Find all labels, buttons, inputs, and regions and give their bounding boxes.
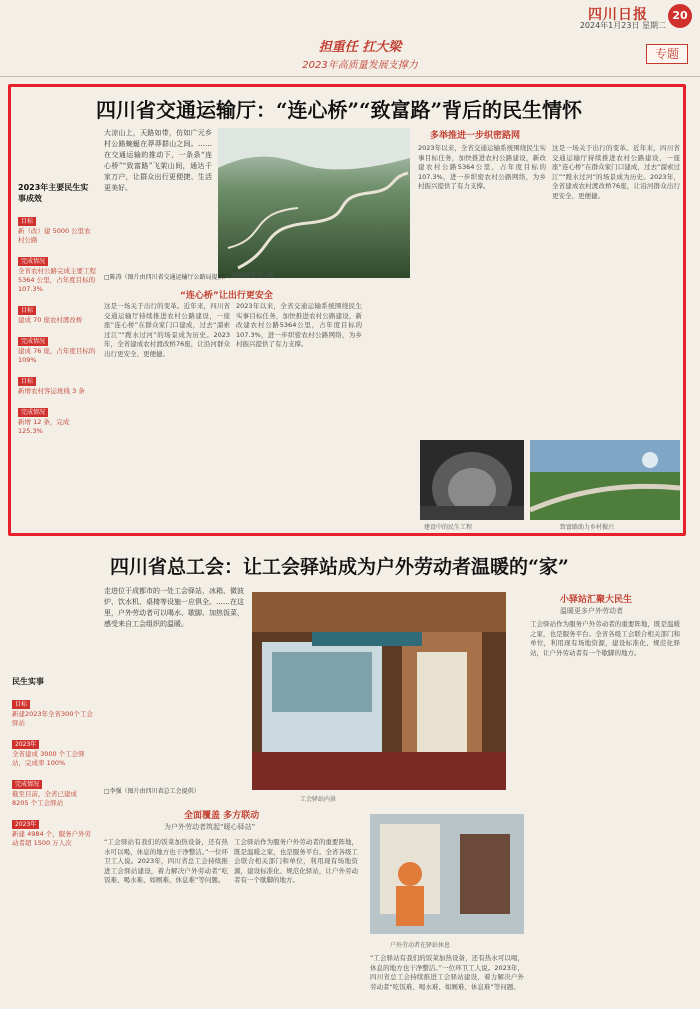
article2-body-1: “工会驿站有我们的饭菜加热设备，还有热水可以喝，休息的地方也干净整洁。”一位环卫工人说。2023年，四川省总工会持续推进工会驿站建设，着力解决户外劳动者“吃饭难、喝水难、如厕难、休息难”等问题。 <box>104 838 228 884</box>
tunnel-photo <box>420 440 524 520</box>
article2-body-3: “工会驿站有我们的饭菜加热设备，还有热水可以喝，休息的地方也干净整洁。”一位环卫工人说。2023年，四川省总工会持续推进工会驿站建设，着力解决户外劳动者“吃饭难、喝水难、如厕难、休息难”等问题。 <box>370 954 524 991</box>
section-tag: 专题 <box>646 44 688 64</box>
photo-caption: 户外劳动者在驿站休息 <box>390 942 451 949</box>
sidebar-item: 目标 建成 70 座农村渡改桥 <box>18 307 83 324</box>
article1-source: □陈涛（图片由四川省交通运输厅公路局提供） <box>104 274 230 281</box>
article2-subheading-1: 小驿站汇聚大民生 <box>560 595 633 605</box>
page-number-badge: 20 <box>668 4 692 28</box>
article2-sidebar <box>12 676 94 896</box>
article2-body-right: 工会驿站作为服务户外劳动者的重要阵地，既是温暖之家，也是服务平台。全省各级工会联合相关部门和单位，利用现有场地资源，建设标准化、规范化驿站，让户外劳动者有一个歇脚的地方。 <box>530 620 680 657</box>
article2-body-2: 工会驿站作为服务户外劳动者的重要阵地，既是温暖之家，也是服务平台。全省各级工会联合相关部门和单位，利用现有场地资源，建设标准化、规范化驿站，让户外劳动者有一个歇脚的地方。 <box>234 838 358 884</box>
photo-caption: 工会驿站内景 <box>300 796 337 803</box>
article2-sidebar-title: 民生实事 <box>12 677 44 686</box>
article2-subheading-2b: 为户外劳动者筑起“暖心驿站” <box>164 823 256 831</box>
article1-body-2: 2023年以来，全省交通运输系统围绕民生实事目标任务，加快推进农村公路建设，新改建农村公路5364公里，占年度目标的107.3%，进一步织密农村公路网络，为乡村振兴提供了有力支撑。 <box>236 302 362 348</box>
sidebar-item: 完成情况 建成 76 座，占年度目标的 109% <box>18 338 96 364</box>
photo-caption: 建设中的民生工程 <box>424 524 473 531</box>
article1-body-1: 这是一场关于出行的变革。近年来，四川省交通运输厅持续推进农村公路建设，一座座“连心桥”在群众家门口建成，过去“溜索过江”“蹚水过河”的场景成为历史。2023年，全省建成农村渡改桥76座，让沿河群众出行更安全、更便捷。 <box>104 302 230 358</box>
article1-subheading-2: 多举推进一步织密路网 <box>430 131 521 141</box>
banner-slogan: 担重任 扛大梁 <box>318 40 402 55</box>
sidebar-item: 2023年 新建 4984 个，服务户外劳动者超 1500 万人次 <box>12 821 92 847</box>
sidebar-item: 完成情况 截至目前，全省已建成 8205 个工会驿站 <box>12 781 77 807</box>
article1-sidebar <box>18 182 96 482</box>
article1-body-4: 这是一场关于出行的变革。近年来，四川省交通运输厅持续推进农村公路建设，一座座“连心桥”在群众家门口建成，过去“溜索过江”“蹚水过河”的场景成为历史。2023年，全省建成农村渡改桥76座，让沿河群众出行更安全、更便捷。 <box>552 144 680 200</box>
article1-title: 四川省交通运输厅：“连心桥”“致富路”背后的民生情怀 <box>96 98 583 122</box>
article2-title: 四川省总工会：让工会驿站成为户外劳动者温暖的“家” <box>110 556 569 578</box>
article1-lead: 大凉山上，天路如带，仿如广元乡村公路蜿蜒在莽莽群山之间。……在交通运输的推动下，一条条“连心桥”“致富路”飞架山间，通达千家万户，让群众出行更便捷、生活更美好。 <box>104 129 212 192</box>
photo-caption: 剑阁县旅游公路 <box>232 272 275 279</box>
article1-body-3: 2023年以来，全省交通运输系统围绕民生实事目标任务，加快推进农村公路建设，新改建农村公路5364公里，占年度目标的107.3%，进一步织密农村公路网络，为乡村振兴提供了有力支撑。 <box>418 144 546 190</box>
article2-source: □李强（图片由四川省总工会提供） <box>104 788 200 795</box>
paper-name: 四川日报 <box>588 7 648 23</box>
article1-subheading-1: “连心桥”让出行更安全 <box>180 291 273 301</box>
sidebar-item: 完成情况 全省农村公路完成主要工程 5364 公里，占年度目标的 107.3% <box>18 258 96 293</box>
sidebar-item: 完成情况 新增 12 条，完成 125.3% <box>18 409 70 435</box>
sidebar-item: 目标 新增农村客运班线 3 条 <box>18 378 85 395</box>
mountain-road-photo <box>218 128 410 278</box>
workers-station-photo <box>252 592 506 790</box>
publication-date: 2024年1月23日 星期二 <box>579 21 666 30</box>
top-rule <box>0 76 700 77</box>
article2-subheading-2: 全面覆盖 多方联动 <box>184 811 260 821</box>
highway-photo <box>530 440 680 520</box>
article2-subheading-1b: 温暖更多户外劳动者 <box>560 607 623 615</box>
banner-subtitle: 2023年高质量发展支撑力 <box>302 60 418 71</box>
photo-caption: 致富路助力乡村振兴 <box>560 524 615 531</box>
article2-lead: 走进位于成都市的一处工会驿站，冰箱、微波炉、饮水机、桌椅等设施一应俱全。……在这里，户外劳动者可以喝水、歇脚、加热饭菜，感受来自工会组织的温暖。 <box>104 587 244 628</box>
worker-rest-photo <box>370 814 524 934</box>
sidebar-item: 目标 新建2023年全省300个工会驿站 <box>12 701 93 727</box>
article1-sidebar-title: 2023年主要民生实事成效 <box>18 183 89 203</box>
masthead <box>0 0 700 34</box>
sidebar-item: 2023年 全省建成 3000 个工会驿站，完成率 100% <box>12 741 85 767</box>
sidebar-item: 目标 新（改）建 5000 公里农村公路 <box>18 218 91 244</box>
